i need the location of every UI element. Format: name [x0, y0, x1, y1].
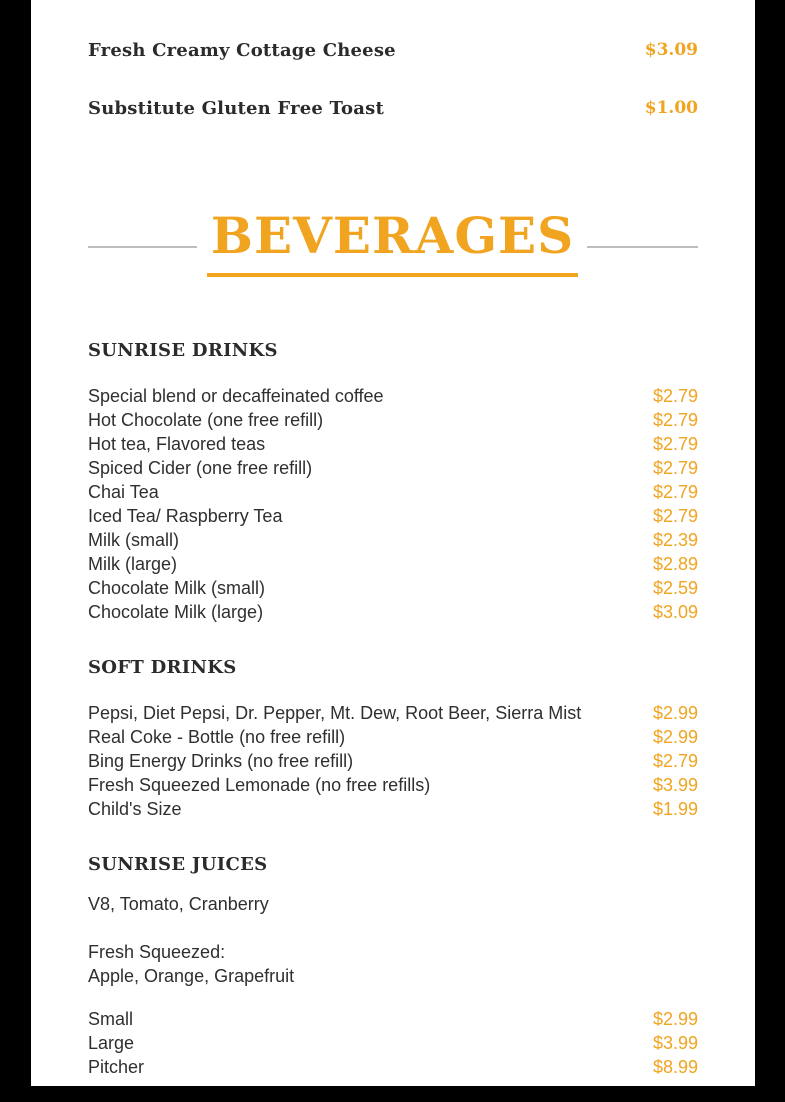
sunrise-drinks-list — [88, 384, 698, 624]
item-price: $2.39 — [652, 530, 698, 550]
list-item — [88, 749, 698, 773]
item-price: $2.79 — [652, 386, 698, 406]
item-name: Hot tea, Flavored teas — [88, 434, 266, 454]
soft-drinks-heading: SOFT DRINKS — [88, 657, 237, 678]
juice-flavors: V8, Tomato, Cranberry — [88, 894, 269, 914]
item-price: $1.00 — [644, 98, 698, 118]
item-price: $2.79 — [652, 410, 698, 430]
list-item — [88, 504, 698, 528]
fresh-squeezed-label: Fresh Squeezed: — [88, 942, 226, 962]
item-name: Milk (large) — [88, 554, 178, 574]
sunrise-drinks-heading: SUNRISE DRINKS — [88, 340, 278, 361]
item-price: $3.99 — [652, 775, 698, 795]
list-item — [88, 1007, 698, 1031]
item-name: Special blend or decaffeinated coffee — [88, 386, 384, 406]
item-price: $3.09 — [652, 602, 698, 622]
item-price: $2.89 — [652, 554, 698, 574]
item-name: Substitute Gluten Free Toast — [88, 98, 384, 119]
list-item — [88, 773, 698, 797]
item-name: Chocolate Milk (large) — [88, 602, 264, 622]
list-item — [88, 528, 698, 552]
list-item — [88, 384, 698, 408]
item-name: Chai Tea — [88, 482, 159, 502]
list-item — [88, 1031, 698, 1055]
item-price: $3.09 — [644, 40, 698, 60]
item-name: Small — [88, 1009, 134, 1029]
soft-drinks-list — [88, 701, 698, 821]
item-name: Pitcher — [88, 1057, 145, 1077]
list-item — [88, 480, 698, 504]
list-item — [88, 576, 698, 600]
item-name: Hot Chocolate (one free refill) — [88, 410, 324, 430]
item-price: $2.79 — [652, 482, 698, 502]
list-item — [88, 456, 698, 480]
item-price: $2.99 — [652, 727, 698, 747]
item-price: $1.99 — [652, 799, 698, 819]
item-name: Real Coke - Bottle (no free refill) — [88, 727, 346, 747]
item-name: Iced Tea/ Raspberry Tea — [88, 506, 283, 526]
list-item — [88, 600, 698, 624]
item-price: $2.59 — [652, 578, 698, 598]
item-name: Pepsi, Diet Pepsi, Dr. Pepper, Mt. Dew, Root Beer, Sierra Mist — [88, 703, 582, 723]
item-name: Milk (small) — [88, 530, 179, 550]
list-item — [88, 1055, 698, 1079]
juice-sizes-list — [88, 1007, 698, 1079]
list-item — [88, 701, 698, 725]
item-price: $2.79 — [652, 434, 698, 454]
list-item — [88, 552, 698, 576]
item-price: $3.99 — [652, 1033, 698, 1053]
item-name: Spiced Cider (one free refill) — [88, 458, 313, 478]
list-item — [88, 725, 698, 749]
list-item — [88, 797, 698, 821]
item-price: $2.79 — [652, 506, 698, 526]
item-name: Bing Energy Drinks (no free refill) — [88, 751, 354, 771]
item-price: $2.79 — [652, 751, 698, 771]
fresh-squeezed-list: Apple, Orange, Grapefruit — [88, 966, 295, 986]
item-name: Fresh Creamy Cottage Cheese — [88, 40, 396, 61]
menu-item-gluten-free-toast — [88, 98, 698, 119]
beverages-banner — [88, 205, 698, 285]
list-item — [88, 432, 698, 456]
item-name: Chocolate Milk (small) — [88, 578, 266, 598]
item-price: $8.99 — [652, 1057, 698, 1077]
divider-right — [587, 246, 698, 248]
divider-left — [88, 246, 197, 248]
item-price: $2.99 — [652, 1009, 698, 1029]
item-name: Large — [88, 1033, 135, 1053]
item-name: Fresh Squeezed Lemonade (no free refills) — [88, 775, 431, 795]
list-item — [88, 408, 698, 432]
item-price: $2.79 — [652, 458, 698, 478]
menu-page — [31, 0, 755, 1086]
sunrise-juices-heading: SUNRISE JUICES — [88, 854, 268, 875]
menu-item-cottage-cheese — [88, 40, 698, 61]
item-price: $2.99 — [652, 703, 698, 723]
section-title: BEVERAGES — [207, 205, 578, 277]
item-name: Child's Size — [88, 799, 182, 819]
